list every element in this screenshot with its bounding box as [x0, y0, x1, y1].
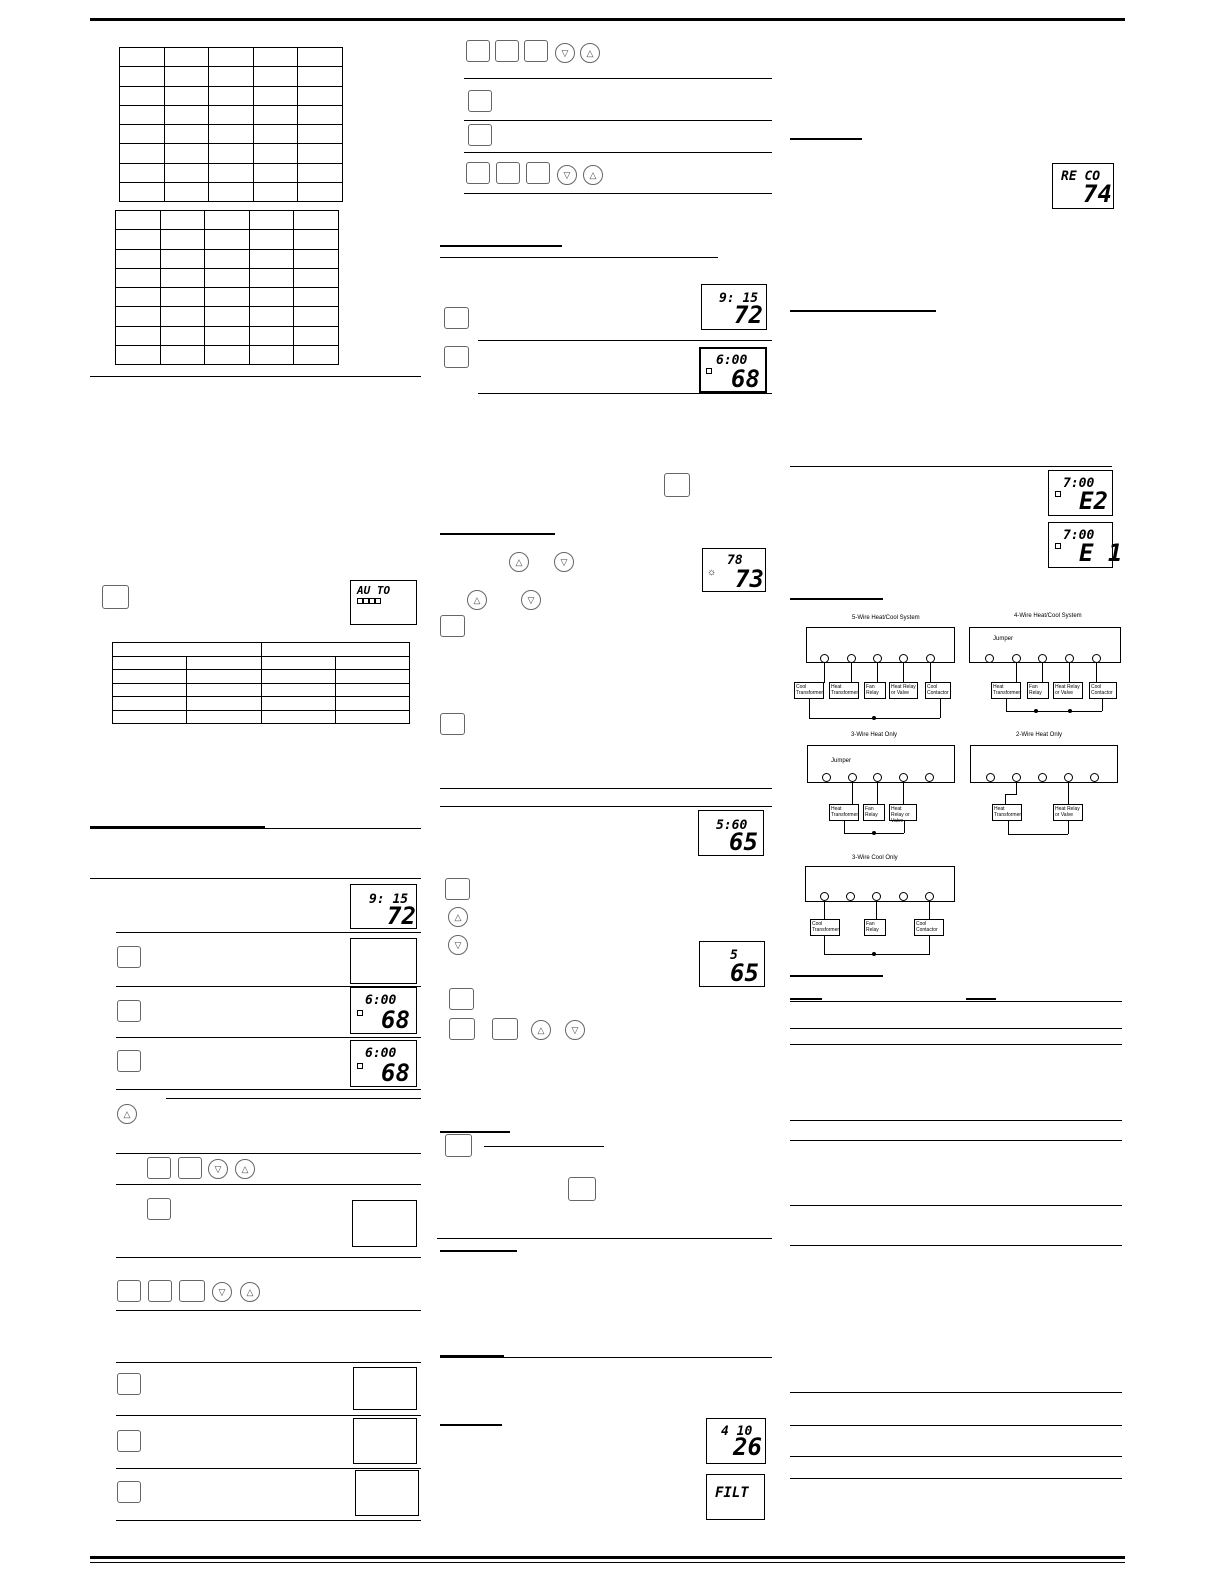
divider	[790, 1456, 1122, 1457]
wiring-box: Heat Transformer	[992, 804, 1022, 821]
section-heading-rule	[440, 533, 555, 535]
terminal	[822, 773, 831, 782]
diagram-title-5-wire: 5-Wire Heat/Cool System	[852, 615, 920, 621]
top-rule	[90, 18, 1125, 21]
schedule-table-2	[115, 210, 339, 365]
program-button[interactable]	[495, 40, 519, 62]
underline	[484, 1146, 604, 1147]
terminal	[1090, 773, 1099, 782]
terminal	[1012, 654, 1021, 663]
program-button[interactable]	[117, 1481, 141, 1503]
divider	[116, 1184, 421, 1185]
terminal	[1092, 654, 1101, 663]
divider	[116, 1153, 421, 1154]
lcd-temp: 74	[1083, 180, 1112, 208]
terminal	[872, 892, 881, 901]
wiring-box: Fan Relay	[864, 919, 886, 936]
lcd-temp: 68	[381, 1059, 410, 1087]
lcd-program-display	[350, 1040, 417, 1087]
program-button[interactable]	[526, 162, 550, 184]
lcd-temp: 72	[387, 902, 416, 930]
lcd-blank-display	[350, 938, 417, 984]
lcd-temp: 72	[734, 301, 763, 329]
wiring-box: Fan Relay	[1027, 682, 1049, 699]
wiring-box: Cool Transformer	[794, 682, 824, 699]
diagram-title-3-wire-cool: 3-Wire Cool Only	[852, 855, 898, 861]
lcd-reco-display	[1052, 163, 1114, 209]
divider	[790, 1044, 1122, 1045]
divider	[440, 806, 772, 807]
wiring-box: Cool Contactor	[925, 682, 951, 699]
lcd-hour-display	[699, 941, 765, 987]
diagram-title-3-wire-heat: 3-Wire Heat Only	[851, 732, 898, 738]
sun-icon: ☼	[707, 567, 717, 578]
terminal	[1038, 773, 1047, 782]
wiring-box: Heat Relay or Valve	[889, 682, 918, 699]
divider	[464, 193, 772, 194]
divider	[464, 78, 772, 79]
mode-table	[112, 642, 410, 724]
section-heading-rule	[790, 310, 936, 312]
column-heading-rule	[966, 998, 996, 1000]
section-heading-rule	[440, 1250, 517, 1252]
schedule-table-1	[119, 47, 343, 202]
divider	[790, 1478, 1122, 1479]
wiring-box: Cool Transformer	[810, 919, 840, 936]
program-button[interactable]	[440, 615, 465, 637]
program-button[interactable]	[117, 946, 141, 968]
wiring-box: Cool Contactor	[1089, 682, 1117, 699]
lcd-filter-display	[706, 1474, 765, 1520]
divider	[116, 1520, 421, 1521]
terminal	[846, 892, 855, 901]
divider	[116, 1362, 421, 1363]
divider	[790, 1120, 1122, 1121]
program-button[interactable]	[468, 90, 492, 112]
up-arrow-button[interactable]: △	[509, 552, 529, 572]
lcd-time: 6:00	[716, 353, 748, 368]
divider	[116, 1257, 421, 1258]
terminal	[926, 654, 935, 663]
lcd-blank-display	[352, 1200, 417, 1247]
divider	[116, 1310, 421, 1311]
terminal	[1038, 654, 1047, 663]
wiring-box: Cool Contactor	[914, 919, 944, 936]
down-arrow-button[interactable]: ▽	[557, 165, 577, 185]
program-button[interactable]	[466, 162, 490, 184]
divider	[90, 828, 421, 829]
terminal	[820, 654, 829, 663]
terminal	[848, 773, 857, 782]
wiring-box: Heat Relay or Valve	[889, 804, 917, 821]
wiring-box: Heat Transformer	[829, 804, 859, 821]
up-arrow-button[interactable]: △	[117, 1104, 137, 1124]
lcd-line2: 26	[733, 1433, 762, 1461]
down-arrow-button[interactable]: ▽	[554, 552, 574, 572]
down-arrow-button[interactable]: ▽	[555, 43, 575, 63]
divider	[478, 393, 772, 394]
wiring-box: Fan Relay	[864, 682, 886, 699]
terminal	[899, 654, 908, 663]
divider	[464, 152, 772, 153]
terminal	[873, 773, 882, 782]
down-arrow-button[interactable]: ▽	[448, 935, 468, 955]
lcd-setpoint-display	[702, 548, 766, 592]
terminal	[925, 773, 934, 782]
program-button[interactable]	[147, 1157, 171, 1179]
lcd-temp: 65	[729, 828, 758, 856]
divider	[116, 1415, 421, 1416]
divider	[790, 1205, 1122, 1206]
program-button[interactable]	[147, 1198, 171, 1220]
terminal	[1064, 773, 1073, 782]
lcd-error-display	[1048, 522, 1123, 568]
bottom-rule-thin	[90, 1562, 1125, 1563]
divider	[440, 257, 718, 258]
wiring-box: Heat Relay or Valve	[1053, 804, 1083, 821]
terminal	[899, 773, 908, 782]
program-button[interactable]	[496, 162, 520, 184]
lcd-time: 9: 15	[369, 892, 409, 907]
up-arrow-button[interactable]: △	[467, 590, 487, 610]
lcd-time: 6:00	[365, 1046, 397, 1061]
wiring-box: Heat Transformer	[991, 682, 1021, 699]
lcd-filter-timer-display	[706, 1418, 766, 1464]
program-button[interactable]	[568, 1177, 596, 1201]
divider	[116, 1089, 421, 1090]
lcd-blank-display	[353, 1418, 417, 1464]
divider	[440, 788, 772, 789]
program-button[interactable]	[117, 1280, 141, 1302]
lcd-timer-display	[698, 810, 764, 856]
program-button[interactable]	[117, 1430, 141, 1452]
program-button[interactable]	[524, 40, 548, 62]
program-button[interactable]	[445, 878, 470, 900]
lcd-blank-display	[353, 1367, 417, 1410]
section-heading-rule	[790, 975, 883, 977]
lcd-program-display	[699, 347, 767, 393]
program-button[interactable]	[444, 307, 469, 329]
terminal	[986, 773, 995, 782]
lcd-time: 9: 15	[719, 291, 759, 306]
program-button[interactable]	[179, 1280, 205, 1302]
mode-button[interactable]	[102, 585, 129, 609]
section-heading-rule	[440, 1355, 504, 1357]
section-heading-rule	[440, 245, 562, 247]
program-button[interactable]	[440, 713, 465, 735]
jumper-label: Jumper	[831, 758, 852, 764]
section-heading-rule	[790, 138, 862, 140]
lcd-error-code: E2	[1079, 487, 1108, 515]
down-arrow-button[interactable]: ▽	[212, 1282, 232, 1302]
terminal	[847, 654, 856, 663]
up-arrow-button[interactable]: △	[580, 43, 600, 63]
divider	[478, 340, 772, 341]
terminal	[985, 654, 994, 663]
wiring-box: Heat Relay or Valve	[1053, 682, 1083, 699]
lcd-line1: 4 10	[721, 1424, 753, 1439]
column-heading-rule	[790, 998, 822, 1000]
program-button[interactable]	[449, 1018, 475, 1040]
divider	[464, 120, 772, 121]
terminal	[899, 892, 908, 901]
lcd-program-display	[350, 987, 417, 1034]
divider	[790, 1028, 1122, 1029]
program-button[interactable]	[468, 124, 492, 146]
lcd-time: 7:00	[1063, 528, 1095, 543]
section-heading-rule	[790, 598, 883, 600]
down-arrow-button[interactable]: ▽	[208, 1159, 228, 1179]
lcd-blank-display	[355, 1470, 419, 1516]
terminal	[1065, 654, 1074, 663]
divider	[790, 1245, 1122, 1246]
terminal	[925, 892, 934, 901]
divider	[116, 1037, 421, 1038]
up-arrow-button[interactable]: △	[235, 1159, 255, 1179]
jumper-label: Jumper	[993, 636, 1014, 642]
program-button[interactable]	[117, 1050, 141, 1072]
up-arrow-button[interactable]: △	[531, 1020, 551, 1040]
lcd-reco-text: RE CO	[1061, 169, 1101, 184]
lcd-mode-text: AU TO	[357, 584, 391, 597]
program-button[interactable]	[444, 346, 469, 368]
divider	[790, 1425, 1122, 1426]
divider	[790, 1140, 1122, 1141]
divider	[116, 932, 421, 933]
lcd-temp: 65	[730, 959, 759, 987]
lcd-temp: 68	[731, 365, 760, 393]
divider	[166, 1098, 421, 1099]
terminal	[1012, 773, 1021, 782]
lcd-error-code: E 1	[1079, 539, 1123, 567]
lcd-setpoint: 78	[727, 553, 743, 568]
up-arrow-button[interactable]: △	[448, 907, 468, 927]
divider	[90, 878, 421, 879]
diagram-title-4-wire: 4-Wire Heat/Cool System	[1014, 613, 1082, 619]
program-button[interactable]	[492, 1018, 518, 1040]
program-button[interactable]	[148, 1280, 172, 1302]
bottom-rule	[90, 1556, 1125, 1559]
wiring-box: Fan Relay	[863, 804, 885, 821]
terminal	[873, 654, 882, 663]
divider	[440, 1357, 772, 1358]
program-button[interactable]	[178, 1157, 202, 1179]
divider	[116, 1468, 421, 1469]
divider	[790, 466, 1112, 467]
lcd-time: 6:00	[365, 993, 397, 1008]
down-arrow-button[interactable]: ▽	[521, 590, 541, 610]
program-button[interactable]	[466, 40, 490, 62]
program-button[interactable]	[449, 988, 474, 1010]
lcd-clock-display	[350, 884, 417, 929]
section-heading-rule	[440, 1424, 502, 1426]
divider	[790, 1001, 1122, 1002]
diagram-title-2-wire-heat: 2-Wire Heat Only	[1016, 732, 1063, 738]
lcd-hour: 5	[730, 948, 738, 963]
program-button[interactable]	[664, 473, 690, 497]
lcd-mode-display	[350, 580, 417, 625]
lcd-time: 5:60	[716, 818, 748, 833]
lcd-clock-display	[701, 284, 767, 330]
down-arrow-button[interactable]: ▽	[565, 1020, 585, 1040]
lcd-temp: 68	[381, 1006, 410, 1034]
lcd-time: 7:00	[1063, 476, 1095, 491]
program-button[interactable]	[117, 1000, 141, 1022]
lcd-temp: 73	[735, 565, 764, 593]
divider	[790, 1392, 1122, 1393]
up-arrow-button[interactable]: △	[583, 165, 603, 185]
program-button[interactable]	[117, 1373, 141, 1395]
divider	[90, 376, 421, 377]
program-button[interactable]	[445, 1134, 472, 1157]
lcd-error-display	[1048, 470, 1113, 516]
up-arrow-button[interactable]: △	[240, 1282, 260, 1302]
terminal	[820, 892, 829, 901]
section-heading-rule	[440, 1131, 510, 1133]
lcd-filter-text: FILT	[715, 1485, 749, 1501]
divider	[437, 1238, 772, 1239]
wiring-box: Heat Transformer	[829, 682, 859, 699]
